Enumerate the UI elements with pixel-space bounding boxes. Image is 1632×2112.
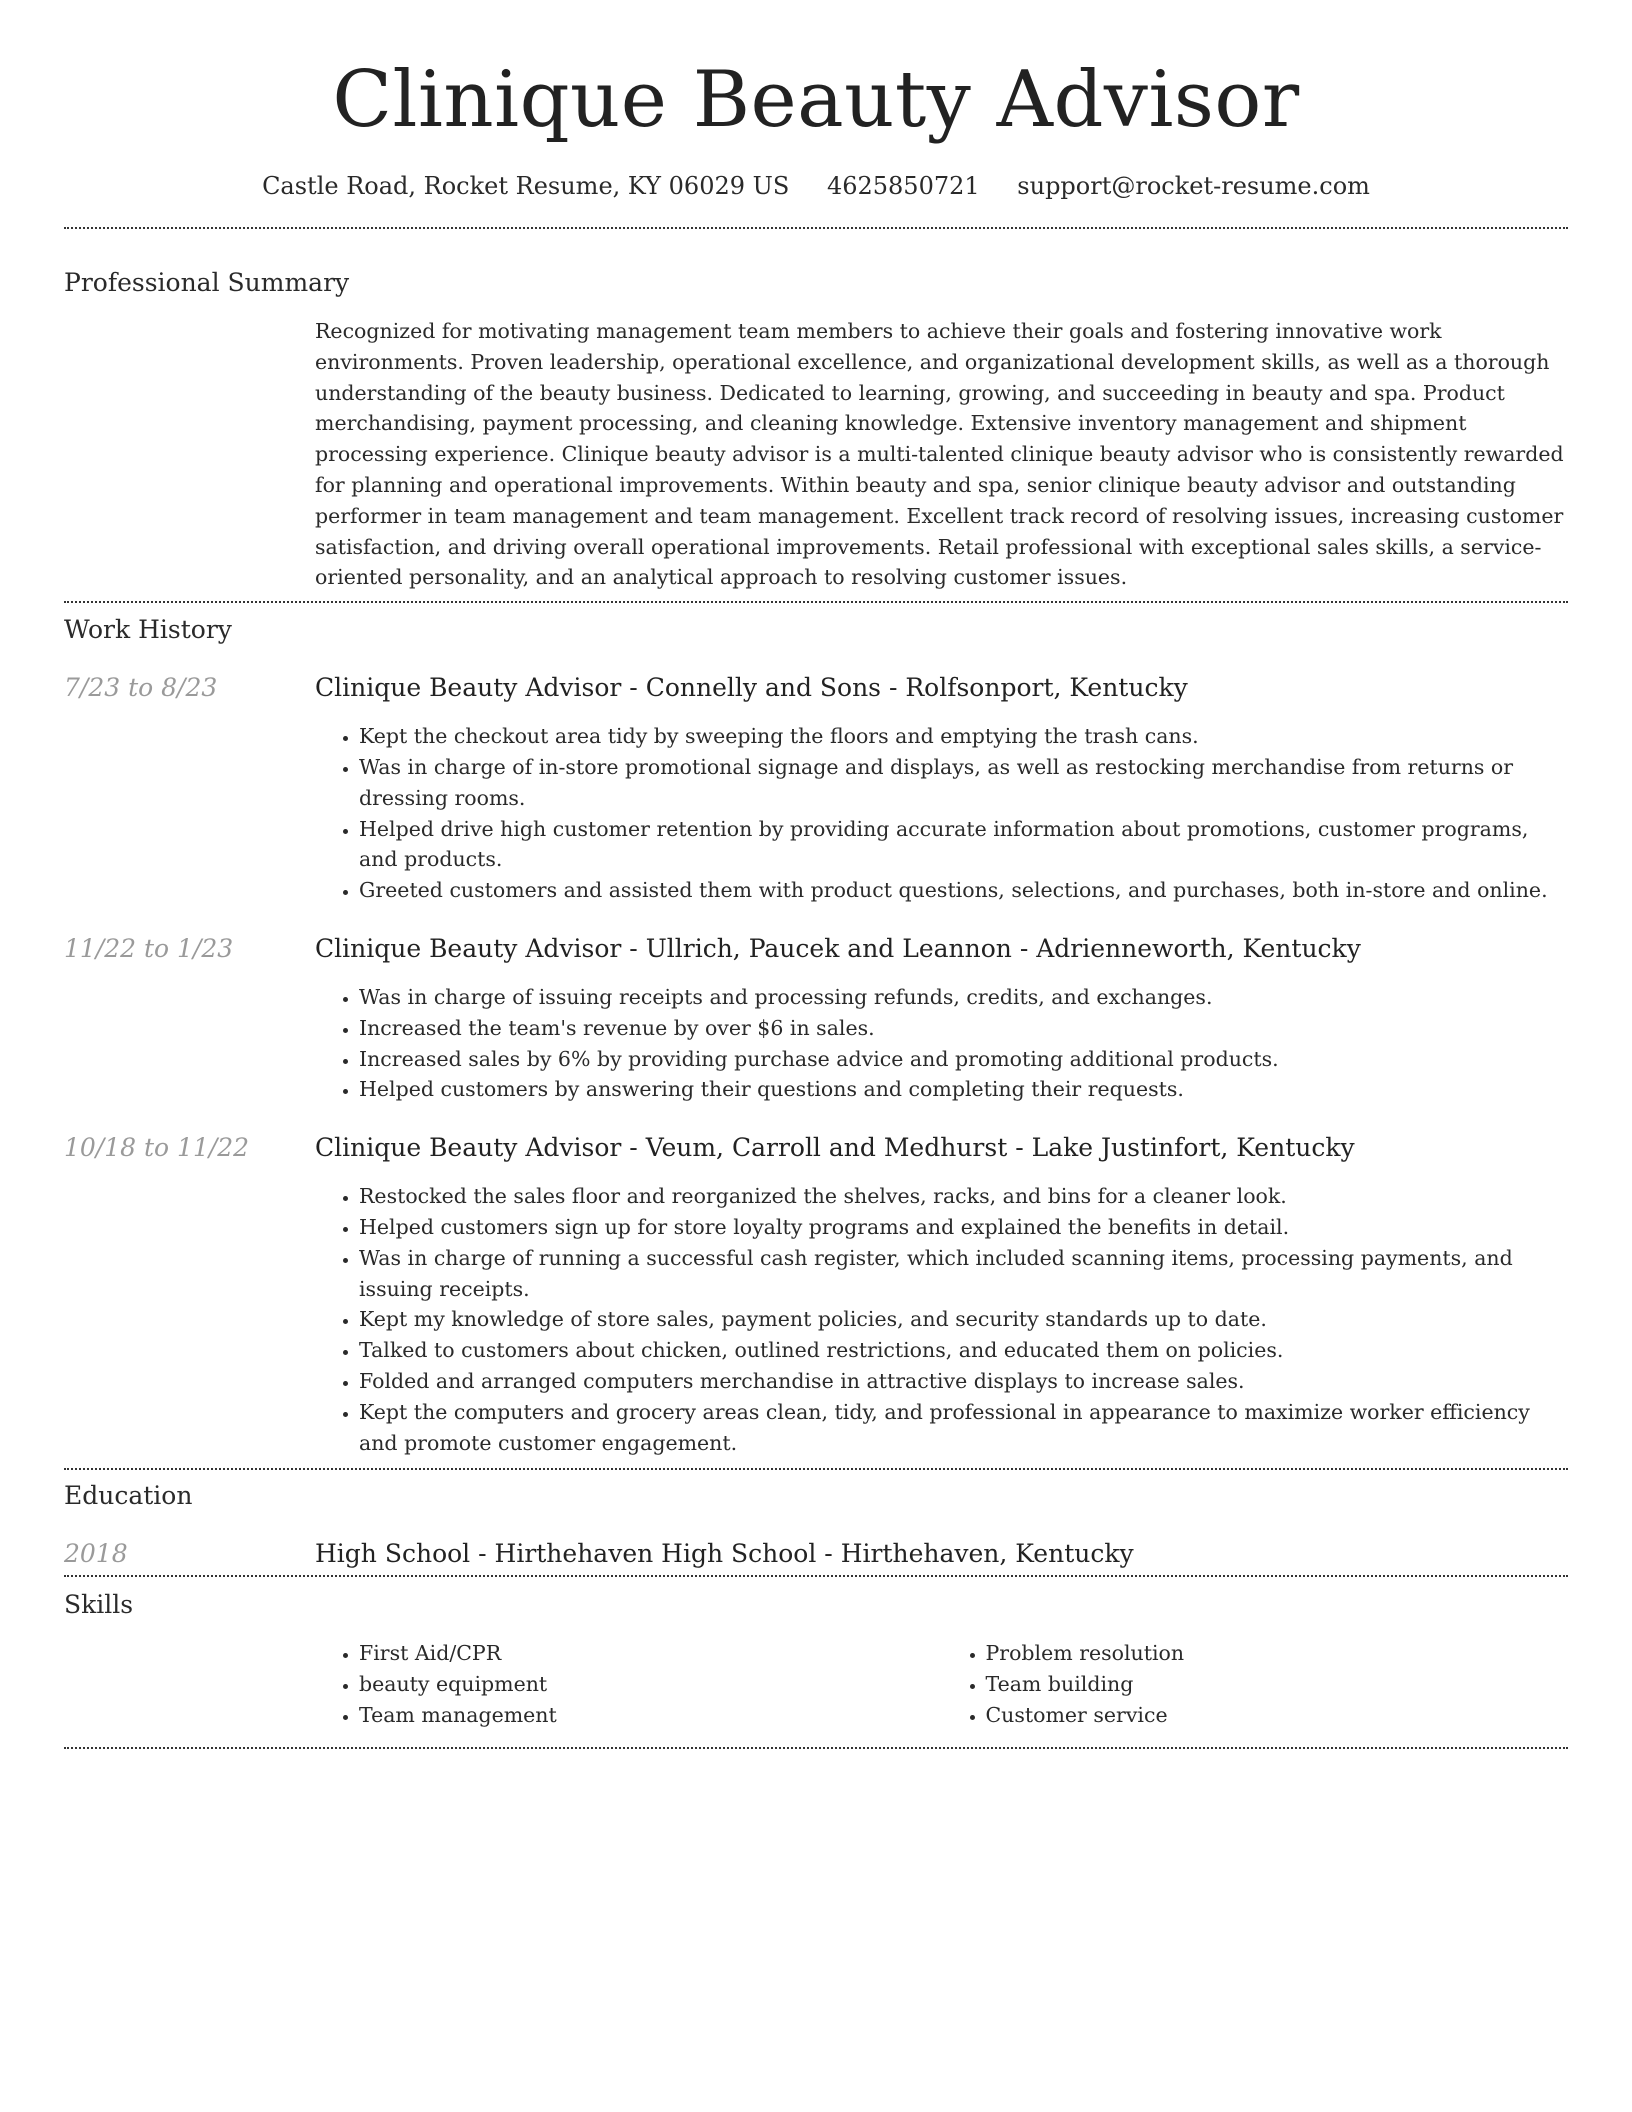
contact-phone: 4625850721 bbox=[826, 172, 980, 200]
skills-column-right bbox=[942, 1638, 1569, 1730]
summary-text: Recognized for motivating management team members to achieve their goals and fostering innovative work environments. Proven leadership, operational excellence, and organizational development skills, as well as a thorough understanding of the beauty business. Dedicated to learning, growing, and succeeding in beauty and spa. Product merchandising, payment processing, and cleaning knowledge. Extensive inventory management and shipment processing experience. Clinique beauty advisor is a multi-talented clinique beauty advisor who is consistently rewarded for planning and operational improvements. Within beauty and spa, senior clinique beauty advisor and outstanding performer in team management and team management. Excellent track record of resolving issues, increasing customer satisfaction, and driving overall operational improvements. Retail professional with exceptional sales skills, a service-oriented personality, and an analytical approach to resolving customer issues. bbox=[315, 319, 1564, 590]
job-bullet: • Kept the checkout area tidy by sweeping the floors and emptying the trash cans. bbox=[359, 721, 1568, 752]
section-title-skills: Skills bbox=[64, 1590, 134, 1620]
contact-line bbox=[64, 170, 1568, 202]
divider bbox=[64, 601, 1568, 603]
skill-item: • beauty equipment bbox=[359, 1669, 942, 1700]
education-heading: High School - Hirthehaven High School - Hirthehaven, Kentucky bbox=[315, 1539, 1134, 1569]
job-heading: Clinique Beauty Advisor - Ullrich, Paucek and Leannon - Adrienneworth, Kentucky bbox=[315, 933, 1361, 963]
section-title-education: Education bbox=[64, 1481, 193, 1511]
job-bullet: • Talked to customers about chicken, outlined restrictions, and educated them on policies. bbox=[359, 1335, 1568, 1366]
job-bullet: • Folded and arranged computers merchandise in attractive displays to increase sales. bbox=[359, 1366, 1568, 1397]
divider bbox=[64, 1468, 1568, 1470]
job-bullets bbox=[315, 1181, 1568, 1458]
job-bullet: • Increased sales by 6% by providing purchase advice and promoting additional products. bbox=[359, 1044, 1568, 1075]
skill-item: • Team building bbox=[986, 1669, 1569, 1700]
skills-column-left bbox=[315, 1638, 942, 1730]
job-bullet: • Was in charge of in-store promotional signage and displays, as well as restocking merchandise from returns or dressing rooms. bbox=[359, 752, 1568, 814]
skills-list bbox=[315, 1638, 1568, 1730]
job-bullet: • Was in charge of running a successful cash register, which included scanning items, processing payments, and issuing receipts. bbox=[359, 1243, 1568, 1305]
education-entry bbox=[64, 1538, 1568, 1570]
job-bullet: • Helped customers by answering their questions and completing their requests. bbox=[359, 1074, 1568, 1105]
job-entry bbox=[64, 672, 1568, 906]
skill-item: • Customer service bbox=[986, 1700, 1569, 1731]
resume-name: Clinique Beauty Advisor bbox=[332, 55, 1300, 145]
divider bbox=[64, 1747, 1568, 1749]
divider bbox=[64, 1575, 1568, 1577]
job-bullets bbox=[315, 982, 1568, 1105]
job-entry bbox=[64, 933, 1568, 1105]
job-dates: 11/22 to 1/23 bbox=[64, 933, 234, 963]
job-bullet: • Kept my knowledge of store sales, payment policies, and security standards up to date. bbox=[359, 1304, 1568, 1335]
job-bullet: • Restocked the sales floor and reorganized the shelves, racks, and bins for a cleaner look. bbox=[359, 1181, 1568, 1212]
job-bullet: • Greeted customers and assisted them with product questions, selections, and purchases, both in-store and online. bbox=[359, 875, 1568, 906]
job-dates: 7/23 to 8/23 bbox=[64, 673, 218, 703]
education-year: 2018 bbox=[64, 1539, 128, 1569]
job-bullet: • Was in charge of issuing receipts and processing refunds, credits, and exchanges. bbox=[359, 982, 1568, 1013]
contact-address: Castle Road, Rocket Resume, KY 06029 US bbox=[262, 172, 790, 200]
job-bullet: • Helped customers sign up for store loyalty programs and explained the benefits in detail. bbox=[359, 1212, 1568, 1243]
job-bullet: • Kept the computers and grocery areas clean, tidy, and professional in appearance to maximize worker efficiency and promote customer engagement. bbox=[359, 1397, 1568, 1459]
job-bullet: • Helped drive high customer retention by providing accurate information about promotions, customer programs, and products. bbox=[359, 814, 1568, 876]
job-dates: 10/18 to 11/22 bbox=[64, 1133, 250, 1163]
skill-item: • First Aid/CPR bbox=[359, 1638, 942, 1669]
section-title-work: Work History bbox=[64, 615, 232, 645]
contact-email: support@rocket-resume.com bbox=[1017, 172, 1370, 200]
divider bbox=[64, 227, 1568, 229]
job-bullet: • Increased the team's revenue by over $6 in sales. bbox=[359, 1013, 1568, 1044]
skill-item: • Problem resolution bbox=[986, 1638, 1569, 1669]
job-heading: Clinique Beauty Advisor - Connelly and Sons - Rolfsonport, Kentucky bbox=[315, 673, 1188, 703]
skill-item: • Team management bbox=[359, 1700, 942, 1731]
resume-page bbox=[64, 0, 1568, 1749]
job-entry bbox=[64, 1132, 1568, 1458]
job-heading: Clinique Beauty Advisor - Veum, Carroll and Medhurst - Lake Justinfort, Kentucky bbox=[315, 1133, 1355, 1163]
job-bullets bbox=[315, 721, 1568, 906]
section-title-summary: Professional Summary bbox=[64, 268, 350, 297]
